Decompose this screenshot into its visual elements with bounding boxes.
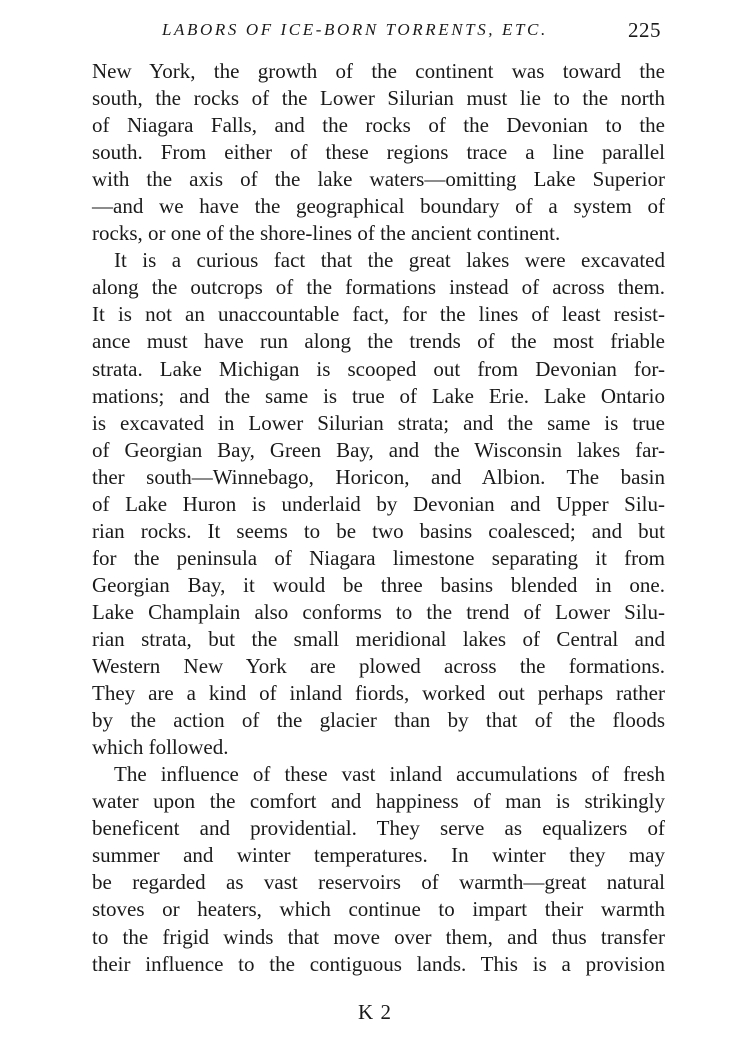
text-line: It is a curious fact that the great lakes were excavated <box>114 248 665 273</box>
text-line: The influence of these vast inland accumulations of fresh <box>114 762 665 787</box>
text-line: is excavated in Lower Silurian strata; and the same is true <box>92 410 665 435</box>
text-line: ance must have run along the trends of the most friable <box>92 329 665 354</box>
text-line: —and we have the geographical boundary of a system of <box>92 194 665 219</box>
running-title: LABORS OF ICE-BORN TORRENTS, ETC. <box>162 20 548 39</box>
text-line: stoves or heaters, which continue to impart their warmth <box>92 897 665 922</box>
text-line: mations; and the same is true of Lake Erie. Lake Ontario <box>92 383 665 408</box>
text-line: which followed. <box>92 735 229 760</box>
text-line: of Georgian Bay, Green Bay, and the Wisconsin lakes far- <box>92 437 665 462</box>
text-line: be regarded as vast reservoirs of warmth—great natural <box>92 870 665 895</box>
text-line: rian strata, but the small meridional lakes of Central and <box>92 626 665 651</box>
text-line: Lake Champlain also conforms to the trend of Lower Silu- <box>92 599 665 624</box>
text-line: beneficent and providential. They serve as equalizers of <box>92 816 665 841</box>
text-line: rocks, or one of the shore-lines of the ancient continent. <box>92 221 561 246</box>
text-line: summer and winter temperatures. In winter they may <box>92 843 665 868</box>
text-line: south. From either of these regions trace a line parallel <box>92 140 665 165</box>
paragraph <box>92 761 665 977</box>
paragraph <box>92 247 665 761</box>
page-number: 225 <box>628 18 661 42</box>
text-line: They are a kind of inland fiords, worked out perhaps rather <box>92 681 665 706</box>
text-line: to the frigid winds that move over them, and thus transfer <box>92 924 665 949</box>
signature-mark: K 2 <box>358 1000 392 1024</box>
text-line: strata. Lake Michigan is scooped out from Devonian for- <box>92 356 665 381</box>
text-line: Georgian Bay, it would be three basins blended in one. <box>92 572 665 597</box>
text-line: rian rocks. It seems to be two basins coalesced; and but <box>92 518 665 543</box>
paragraph <box>92 58 665 247</box>
text-line: ther south—Winnebago, Horicon, and Albion. The basin <box>92 464 665 489</box>
text-line: Western New York are plowed across the formations. <box>92 654 665 679</box>
text-line: along the outcrops of the formations instead of across them. <box>92 275 665 300</box>
text-line: with the axis of the lake waters—omitting Lake Superior <box>92 167 665 192</box>
text-line: of Niagara Falls, and the rocks of the Devonian to the <box>92 113 665 138</box>
running-head <box>0 16 750 48</box>
text-line: water upon the comfort and happiness of man is strikingly <box>92 789 665 814</box>
text-line: of Lake Huron is underlaid by Devonian and Upper Silu- <box>92 491 665 516</box>
text-line: It is not an unaccountable fact, for the lines of least resist- <box>92 302 665 327</box>
text-line: for the peninsula of Niagara limestone separating it from <box>92 545 665 570</box>
text-line: New York, the growth of the continent was toward the <box>92 59 665 83</box>
text-line: south, the rocks of the Lower Silurian must lie to the north <box>92 86 665 111</box>
body-text <box>92 58 665 978</box>
text-line: their influence to the contiguous lands. This is a provision <box>92 951 665 976</box>
text-line: by the action of the glacier than by that of the floods <box>92 708 665 733</box>
